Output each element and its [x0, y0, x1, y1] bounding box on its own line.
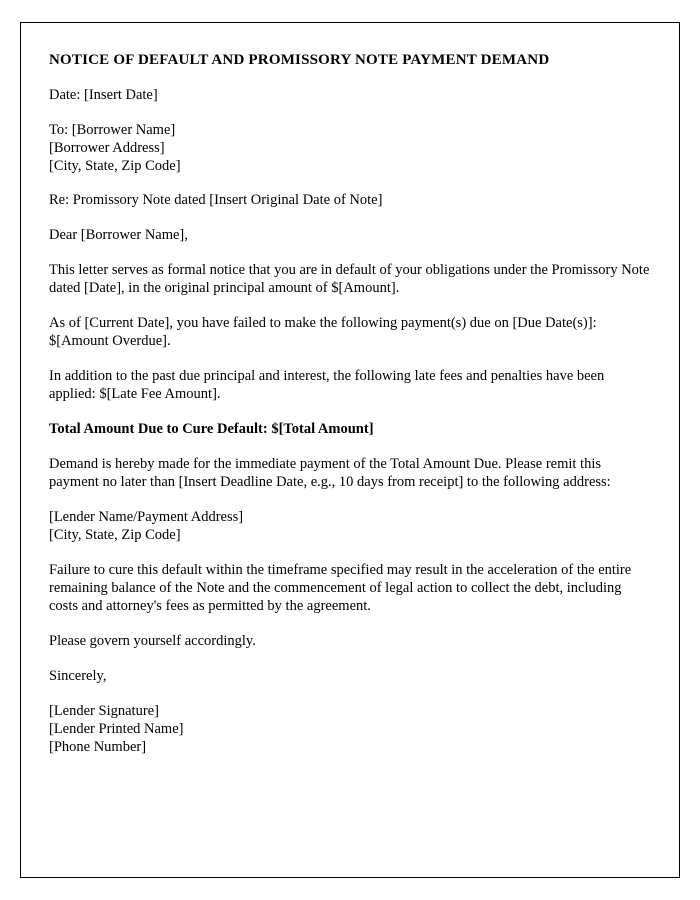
demand-paragraph: Demand is hereby made for the immediate payment of the Total Amount Due. Please remit this payment no later than [Insert Deadline Date, e.g., 10 days from receipt] to the following address:	[49, 456, 611, 491]
recipient-address-line: [Borrower Address]	[49, 139, 165, 156]
body-paragraph-late-fees: In addition to the past due principal and interest, the following late fees and penalties have been applied: $[Late Fee Amount].	[49, 368, 605, 403]
signature-block	[49, 703, 651, 757]
salutation: Dear [Borrower Name],	[49, 227, 188, 244]
closing-paragraph: Please govern yourself accordingly.	[49, 632, 256, 649]
body-paragraph-default-notice: This letter serves as formal notice that you are in default of your obligations under the Promissory Note dated [Date], in the original principal amount of $[Amount].	[49, 262, 650, 297]
payment-address-block	[49, 509, 651, 545]
failure-to-cure-paragraph: Failure to cure this default within the timeframe specified may result in the acceleration of the entire remaining balance of the Note and the commencement of legal action to collect the debt, including costs and attorney's fees as permitted by the agreement.	[49, 562, 632, 614]
re-line: Re: Promissory Note dated [Insert Original Date of Note]	[49, 192, 383, 209]
signature-line: [Lender Signature]	[49, 702, 159, 719]
recipient-name-line: To: [Borrower Name]	[49, 121, 176, 138]
payment-address-line-2: [City, State, Zip Code]	[49, 527, 181, 544]
body-paragraph-missed-payments: As of [Current Date], you have failed to make the following payment(s) due on [Due Date(s)]: $[Amount Overdue].	[49, 315, 597, 350]
signoff: Sincerely,	[49, 667, 107, 684]
recipient-city-line: [City, State, Zip Code]	[49, 157, 181, 174]
letter-title: NOTICE OF DEFAULT AND PROMISSORY NOTE PAYMENT DEMAND	[49, 52, 550, 68]
payment-address-line-1: [Lender Name/Payment Address]	[49, 509, 244, 526]
total-amount-due-line: Total Amount Due to Cure Default: $[Total Amount]	[49, 421, 374, 438]
recipient-block	[49, 122, 651, 176]
letter-border-frame	[20, 22, 680, 878]
phone-number-line: [Phone Number]	[49, 738, 147, 755]
printed-name-line: [Lender Printed Name]	[49, 720, 184, 737]
date-line: Date: [Insert Date]	[49, 86, 158, 103]
